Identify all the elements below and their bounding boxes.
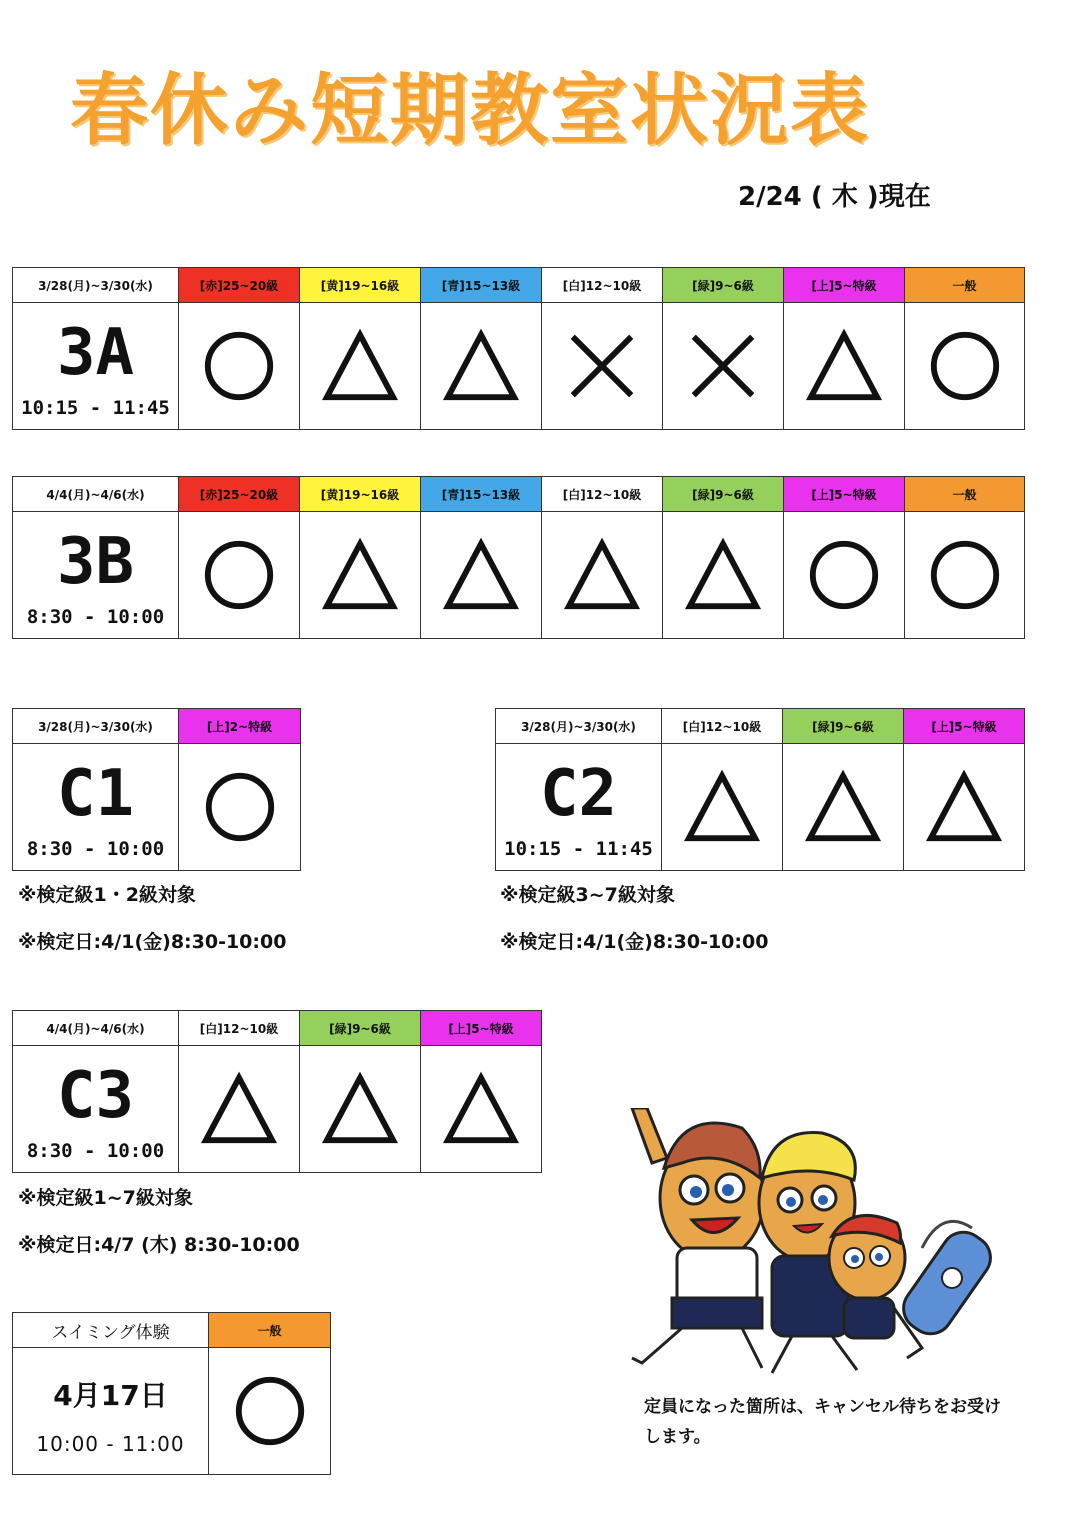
mascot-illustration: [622, 1108, 1022, 1378]
header-row: [496, 709, 1025, 744]
level-header: [緑]9~6級: [300, 1011, 421, 1046]
availability-cell: [300, 303, 421, 430]
class-code: C3: [56, 1059, 135, 1133]
class-info: [13, 744, 179, 871]
level-header: [緑]9~6級: [663, 477, 784, 512]
triangle-mark-icon: [683, 768, 761, 846]
level-header: [黄]19~16級: [300, 477, 421, 512]
availability-cell: [905, 303, 1025, 430]
level-header: [青]15~13級: [421, 477, 542, 512]
availability-cell: [784, 512, 905, 639]
triangle-mark-icon: [321, 1070, 399, 1148]
trial-info: [13, 1348, 209, 1475]
trial-date: 4月17日: [53, 1379, 168, 1412]
cancellation-wait-note: 定員になった箇所は、キャンセル待ちをお受けします。: [644, 1397, 1001, 1447]
triangle-mark-icon: [442, 536, 520, 614]
class-dates: 4/4(月)~4/6(水): [13, 477, 179, 512]
triangle-mark-icon: [805, 327, 883, 405]
child-character: [829, 1215, 922, 1358]
triangle-mark-icon: [321, 536, 399, 614]
availability-cell: [421, 1046, 542, 1173]
level-header: [緑]9~6級: [783, 709, 904, 744]
circle-mark-icon: [231, 1372, 309, 1450]
level-header: [上]2~特級: [179, 709, 301, 744]
circle-mark-icon: [926, 327, 1004, 405]
triangle-mark-icon: [442, 1070, 520, 1148]
class-code: C2: [539, 757, 618, 831]
class-info: [13, 512, 179, 639]
c3-note-level: ※検定級1~7級対象: [18, 1187, 193, 1209]
trial-time: 10:00 - 11:00: [36, 1432, 185, 1456]
level-header: [白]12~10級: [542, 268, 663, 303]
availability-cell: [542, 303, 663, 430]
availability-cell: [209, 1348, 331, 1475]
status-row: [13, 512, 1025, 639]
circle-mark-icon: [201, 768, 279, 846]
triangle-mark-icon: [684, 536, 762, 614]
triangle-mark-icon: [321, 327, 399, 405]
level-header: 一般: [905, 477, 1025, 512]
availability-cell: [179, 512, 300, 639]
circle-mark-icon: [200, 327, 278, 405]
schedule-table-c1: [12, 708, 301, 871]
class-dates: 3/28(月)~3/30(水): [496, 709, 662, 744]
level-header: [上]5~特級: [784, 268, 905, 303]
c3-note-exam-date: ※検定日:4/7 (木) 8:30-10:00: [18, 1234, 300, 1256]
status-row: [496, 744, 1025, 871]
availability-cell: [663, 303, 784, 430]
status-row: [13, 303, 1025, 430]
availability-cell: [179, 303, 300, 430]
triangle-mark-icon: [925, 768, 1003, 846]
triangle-mark-icon: [442, 327, 520, 405]
c1-note-exam-date: ※検定日:4/1(金)8:30-10:00: [18, 931, 287, 953]
availability-cell: [905, 512, 1025, 639]
level-header: [上]5~特級: [904, 709, 1025, 744]
status-row: [13, 1348, 331, 1475]
availability-cell: [300, 512, 421, 639]
c2-note-exam-date: ※検定日:4/1(金)8:30-10:00: [500, 931, 769, 953]
availability-cell: [179, 744, 301, 871]
level-header: [白]12~10級: [179, 1011, 300, 1046]
circle-mark-icon: [200, 536, 278, 614]
level-header: [青]15~13級: [421, 268, 542, 303]
level-header: 一般: [209, 1313, 331, 1348]
header-row: [13, 268, 1025, 303]
class-code: 3A: [56, 316, 135, 390]
triangle-mark-icon: [804, 768, 882, 846]
c2-note-level: ※検定級3~7級対象: [500, 884, 675, 906]
availability-cell: [421, 512, 542, 639]
class-dates: 3/28(月)~3/30(水): [13, 268, 179, 303]
availability-cell: [784, 303, 905, 430]
availability-cell: [421, 303, 542, 430]
level-header: [黄]19~16級: [300, 268, 421, 303]
triangle-mark-icon: [563, 536, 641, 614]
class-code: C1: [56, 757, 135, 831]
availability-cell: [300, 1046, 421, 1173]
availability-cell: [179, 1046, 300, 1173]
trial-table: [12, 1312, 331, 1475]
cross-mark-icon: [684, 327, 762, 405]
schedule-table-c2: [495, 708, 1025, 871]
class-info: [496, 744, 662, 871]
class-info: [13, 303, 179, 430]
level-header: [赤]25~20級: [179, 268, 300, 303]
status-row: [13, 1046, 542, 1173]
level-header: [白]12~10級: [662, 709, 783, 744]
level-header: [白]12~10級: [542, 477, 663, 512]
schedule-table-c3: [12, 1010, 542, 1173]
availability-cell: [783, 744, 904, 871]
class-code: 3B: [56, 525, 135, 599]
cross-mark-icon: [563, 327, 641, 405]
triangle-mark-icon: [200, 1070, 278, 1148]
class-time: 10:15 - 11:45: [504, 838, 653, 860]
class-time: 10:15 - 11:45: [21, 397, 170, 419]
header-row: [13, 477, 1025, 512]
swim-bag-icon: [895, 1221, 999, 1342]
trial-header: スイミング体験: [13, 1313, 209, 1348]
level-header: 一般: [905, 268, 1025, 303]
class-dates: 4/4(月)~4/6(水): [13, 1011, 179, 1046]
class-dates: 3/28(月)~3/30(水): [13, 709, 179, 744]
header-row: [13, 709, 301, 744]
page-title: 春休み短期教室状況表: [70, 66, 871, 156]
availability-cell: [904, 744, 1025, 871]
circle-mark-icon: [926, 536, 1004, 614]
class-time: 8:30 - 10:00: [26, 606, 165, 628]
availability-cell: [542, 512, 663, 639]
status-row: [13, 744, 301, 871]
class-time: 8:30 - 10:00: [26, 1140, 165, 1162]
circle-mark-icon: [805, 536, 883, 614]
level-header: [上]5~特級: [784, 477, 905, 512]
header-row: [13, 1011, 542, 1046]
boy-character: [632, 1108, 764, 1368]
level-header: [緑]9~6級: [663, 268, 784, 303]
class-time: 8:30 - 10:00: [26, 838, 165, 860]
level-header: [上]5~特級: [421, 1011, 542, 1046]
availability-cell: [663, 512, 784, 639]
header-row: [13, 1313, 331, 1348]
availability-cell: [662, 744, 783, 871]
as-of-date: 2/24 ( 木 )現在: [738, 182, 931, 212]
level-header: [赤]25~20級: [179, 477, 300, 512]
class-info: [13, 1046, 179, 1173]
c1-note-level: ※検定級1・2級対象: [18, 884, 196, 906]
schedule-table-3b: [12, 476, 1025, 639]
schedule-table-3a: [12, 267, 1025, 430]
